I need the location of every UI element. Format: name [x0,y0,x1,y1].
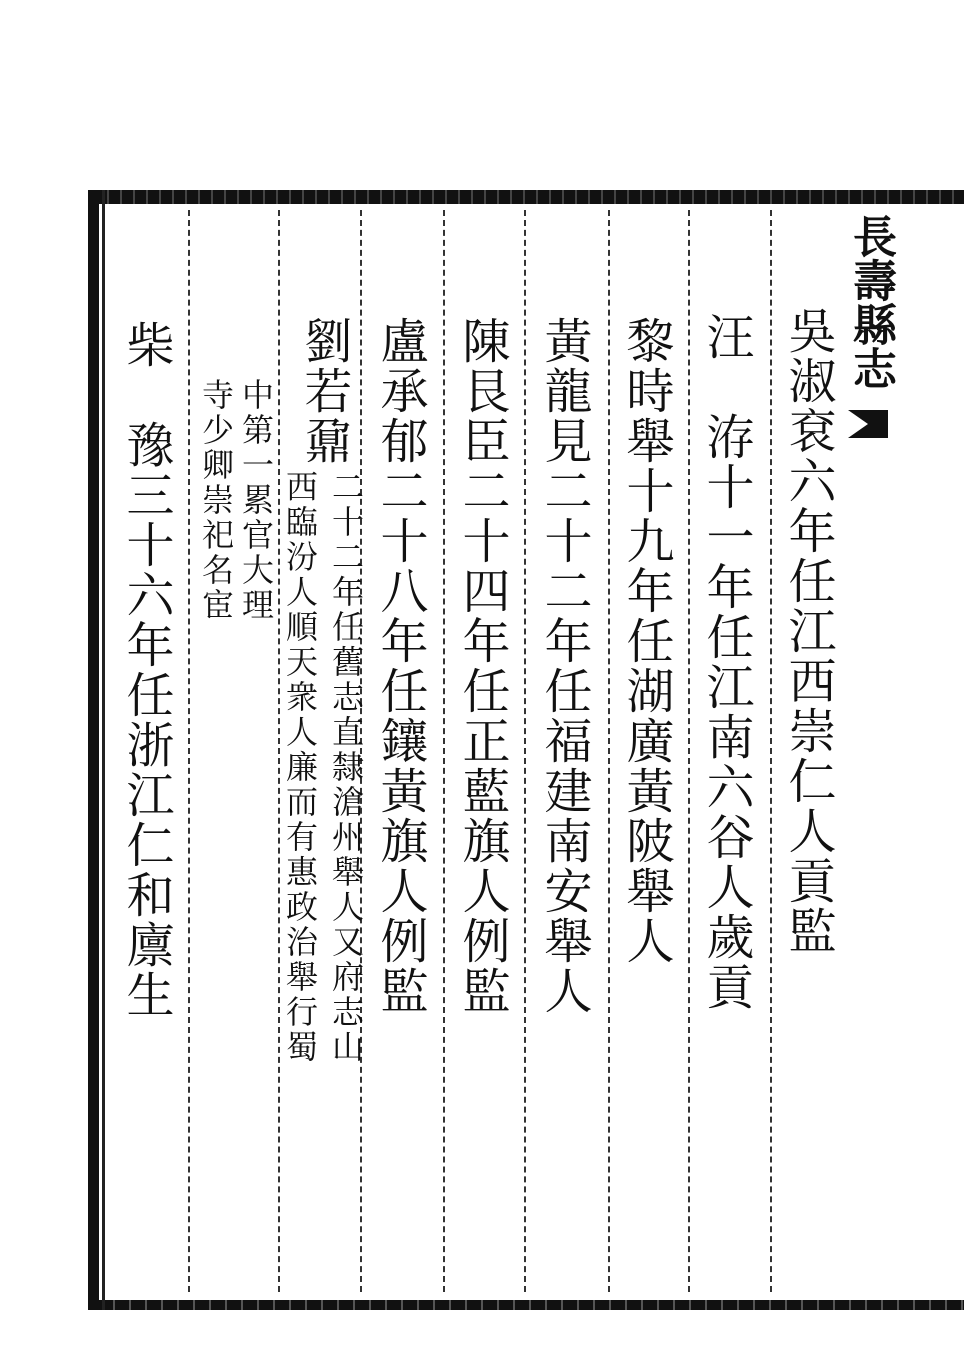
entry-column [454,316,510,1016]
entry-column [118,320,174,1020]
column-rule [770,210,772,1292]
entry-name: 柴 豫 [118,320,174,470]
top-border [88,190,964,204]
left-inner-border [102,190,105,1310]
entry-name: 盧承郁 [372,316,428,466]
entry-text: 二十八年任鑲黃旗人例監 [372,466,428,1016]
entry-text: 二十四年任正藍旗人例監 [454,466,510,1016]
entry-name: 劉若鼐 [296,316,352,466]
entry-name: 吳淑袞 [780,306,836,456]
entry-column [372,316,428,1016]
entry-column [296,316,352,466]
entry-column [780,306,836,956]
entry-column [618,316,674,966]
entry-note-column [237,378,275,623]
entry-note-column [197,378,235,623]
entry-text: 二十二年任舊志直隸滄州舉人又府志山 [327,470,365,1065]
entry-text: 三十六年任浙江仁和廪生 [118,470,174,1020]
entry-note: 寺少卿崇祀名宦 [197,378,235,623]
entry-note: 中第一累官大理 [237,378,275,623]
column-rule [443,210,445,1292]
entry-note-column [327,470,365,1065]
entry-note-column [281,470,319,1065]
fish-tail-mark [848,410,888,438]
column-rule [278,210,280,1292]
column-rule [688,210,690,1292]
entry-note: 西臨汾人順天衆人廉而有惠政治舉行蜀 [281,470,319,1065]
bottom-border [88,1300,964,1310]
entry-text: 六年任江西崇仁人貢監 [780,456,836,956]
entry-text: 二十二年任福建南安舉人 [536,466,592,1016]
page-title: 長壽縣志 [845,214,896,390]
column-rule [524,210,526,1292]
left-border [88,190,99,1310]
entry-name: 黎時舉 [618,316,674,466]
entry-name: 黃龍見 [536,316,592,466]
entry-name: 陳艮臣 [454,316,510,466]
entry-name: 汪 洊 [698,312,754,462]
column-rule [608,210,610,1292]
entry-text: 十一年任江南六谷人歲貢 [698,462,754,1012]
entry-text: 十九年任湖廣黃陂舉人 [618,466,674,966]
column-rule [188,210,190,1292]
entry-column [536,316,592,1016]
entry-column [698,312,754,1012]
